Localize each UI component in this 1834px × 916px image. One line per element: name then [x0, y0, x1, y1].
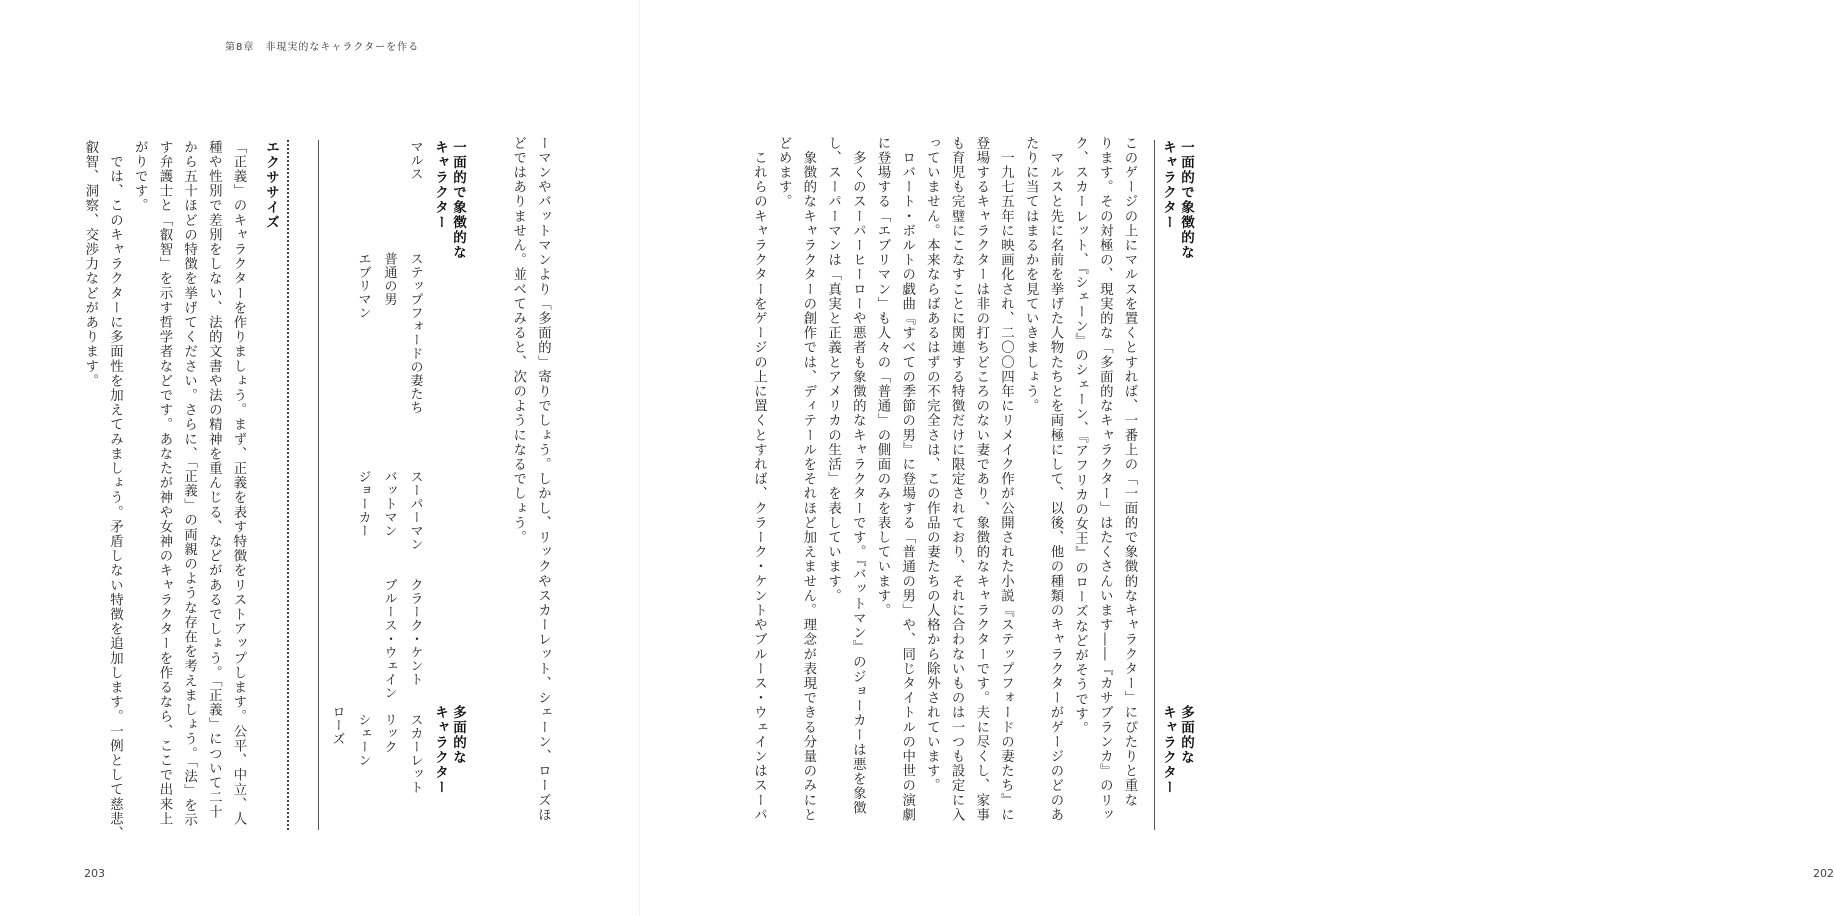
- exercise-title: エクササイズ: [263, 140, 279, 230]
- table-row-joker: ジョーカー シェーン: [355, 470, 371, 767]
- right-heading-top: 一面的で象徴的な キャラクター: [1160, 140, 1194, 260]
- table-row-superman: スーパーマン クラーク・ケント スカーレット: [407, 470, 423, 794]
- exercise-dotted-rule: [287, 140, 289, 830]
- page-number-right: 202: [1813, 867, 1834, 880]
- left-body-continued: ーマンやバットマンより「多面的」寄りでしょう。しかし、リックやスカーレット、シェーン、ローズほ どではありません。並べてみると、次のようになるでしょう。: [510, 136, 551, 823]
- left-page: [0, 0, 640, 916]
- right-body: このゲージの上にマルスを置くとすれば、一番上の「一面的で象徴的なキャラクター」にぴたりと重な ります。その対極の、現実的な「多面的なキャラクター」はたくさんいます――『カサブランカ』のリッ ク、スカーレット、『シェーン』のシェーン、『アフリカの女王』のローズなどがそうです。 マルスと先に名前を挙げた人物たちとを両極にして、以後、他の種類のキャラクターがゲージのどのあ たりに当てはまるかを見ていきましょう。 一九七五年に映画化され、二〇〇四年にリメイク作が公開された小説『ステップフォードの妻たち』に 登場するキャラクターは非の打ちどころのない妻であり、象徴的なキャラクターです。夫に尽くし、家事 も育児も完璧にこなすことに関連する特徴だけに限定されており、それに合わないものは一つも設定に入 っていません。本来ならばあるはずの不完全さは、この作品の妻たちの人格から除外されています。 ロバート・ボルトの戯曲『すべての季節の男』に登場する「普通の男」や、同じタイトルの中世の演劇 に登場する「エブリマン」も人々の「普通」の側面のみを表しています。 多くのスーパーヒーローや悪者も象徴的なキャラクターです。『バットマン』のジョーカーは悪を象徴 し、スーパーマンは「真実と正義とアメリカの生活」を表しています。 象徴的なキャラクターの創作では、ディテールをそれほど加えません。理念が表現できる分量のみにと どめます。 これらのキャラクターをゲージの上に置くとすれば、クラーク・ケントやブルース・ウェインはスーパ: [751, 136, 1137, 823]
- table-row-stepford: ステップフォードの妻たち: [407, 252, 423, 414]
- table-heading-top: 一面的で象徴的な キャラクター: [432, 140, 466, 260]
- table-row-rose: ローズ: [329, 705, 345, 746]
- right-heading-bottom: 多面的な キャラクター: [1160, 705, 1194, 795]
- table-rule: [318, 140, 319, 830]
- table-row-batman: バットマン ブルース・ウェイン リック: [381, 470, 397, 754]
- table-row-mars: マルス: [407, 140, 423, 181]
- exercise-body: 「正義」のキャラクターを作りましょう。まず、正義を表す特徴をリストアップします。公平、中立、人 種や性別で差別をしない、法的文書や法の精神を重んじる、などがあるでしょう。「正義」について二十 から五十ほどの特徴を挙げてください。さらに、「正義」の両親のような存在を考えましょう。「法」を示 す弁護士と「叡智」を示す哲学者などです。あなたが神や女神のキャラクターを作るなら、ここで出来上 がりです。 では、このキャラクターに多面性を加えてみましょう。矛盾しない特徴を追加します。一例として慈悲、 叡智、洞察、交渉力などがあります。: [82, 140, 246, 841]
- page-number-left: 203: [84, 867, 105, 880]
- table-row-common-man: 普通の男: [381, 252, 397, 306]
- right-page: [640, 0, 1834, 916]
- running-head: 第8章 非現実的なキャラクターを作る: [225, 42, 420, 53]
- table-row-everyman: エブリマン: [355, 252, 371, 320]
- right-heading-rule: [1154, 140, 1155, 830]
- table-heading-bottom: 多面的な キャラクター: [432, 705, 466, 795]
